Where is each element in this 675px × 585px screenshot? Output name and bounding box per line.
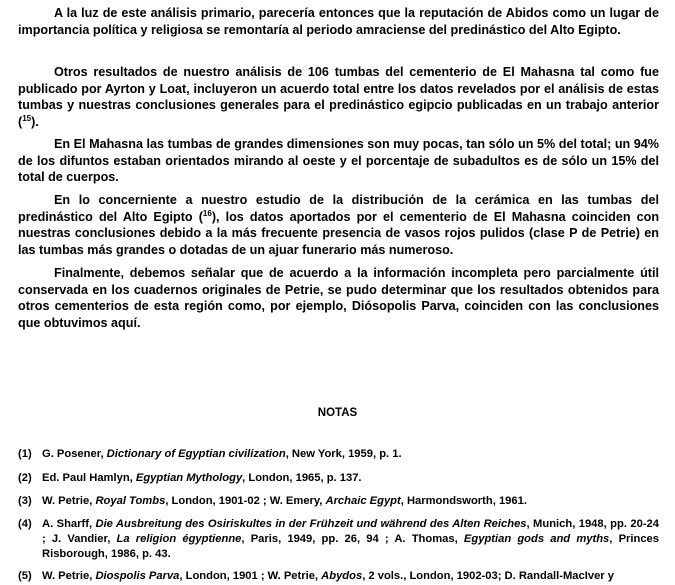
note-text: W. Petrie, Royal Tombs, London, 1901-02 ; W. Emery, Archaic Egypt, Harmondsworth, 1961.	[42, 495, 527, 507]
footnote-ref-16[interactable]: 16	[202, 208, 212, 218]
note-text: Ed. Paul Hamlyn, Egyptian Mythology, London, 1965, p. 137.	[42, 472, 362, 484]
paragraph-3-text: En El Mahasna las tumbas de grandes dimensiones son muy pocas, tan sólo un 5% del total; un 94% de los difuntos estaban orientados mirando al oeste y el porcentaje de subadultos es de sólo un 15% del total de cuerpos.	[18, 137, 659, 185]
paragraph-5-text: Finalmente, debemos señalar que de acuerdo a la información incompleta pero parcialmente útil conservada en los cuadernos originales de Petrie, se pudo determinar que los resultados obtenidos para otros cementerios de esta región como, por ejemplo, Diósopolis Parva, coinciden con las conclusiones que obtuvimos aquí.	[18, 266, 659, 330]
paragraph-5	[18, 265, 659, 331]
note-2	[18, 471, 659, 486]
note-text: W. Petrie, Diospolis Parva, London, 1901 ; W. Petrie, Abydos, 2 vols., London, 1902-03; D. Randall-MacIver y	[42, 570, 614, 582]
note-text: G. Posener, Dictionary of Egyptian civilization, New York, 1959, p. 1.	[42, 448, 402, 460]
notes-heading: NOTAS	[317, 407, 358, 419]
note-1	[18, 447, 659, 462]
note-number: (5)	[18, 570, 32, 582]
paragraph-1-text: A la luz de este análisis primario, parecería entonces que la reputación de Abidos como un lugar de importancia política y religiosa se remontaría al periodo amraciense del predinástico del Alto Egipto.	[18, 6, 659, 37]
note-4	[18, 517, 659, 562]
note-number: (4)	[18, 518, 32, 530]
note-3	[18, 494, 659, 509]
paragraph-4-text: En lo concerniente a nuestro estudio de la distribución de la cerámica en las tumbas del predinástico del Alto Egipto (	[18, 193, 659, 224]
paragraph-2-text: Otros resultados de nuestro análisis de 106 tumbas del cementerio de El Mahasna tal como fue publicado por Ayrton y Loat, incluyeron un acuerdo total entre los datos revelados por el análisis de estas tumbas y nuestras conclusiones generales para el predinástico egipcio publicadas en un trabajo anterior (	[18, 65, 659, 129]
paragraph-4	[18, 192, 659, 258]
note-text: A. Sharff, Die Ausbreitung des Osiriskultes in der Frühzeit und während des Alten Reiches, Munich, 1948, pp. 20-24 ; J. Vandier, La religion égyptienne, Paris, 1949, pp. 26, 94 ; A. Thomas, Egyptian gods and myths, Princes Risborough, 1986, p. 43.	[42, 518, 659, 560]
note-number: (2)	[18, 472, 32, 484]
note-number: (1)	[18, 448, 32, 460]
paragraph-4-text-end: ), los datos aportados por el cementerio de El Mahasna coinciden con nuestras conclusiones debido a la más frecuente presencia de vasos rojos pulidos (clase P de Petrie) en las tumbas más grandes o dotadas de un ajuar funerario más numeroso.	[18, 209, 660, 257]
paragraph-1	[18, 5, 659, 38]
note-number: (3)	[18, 495, 32, 507]
note-5	[18, 569, 659, 584]
paragraph-2	[18, 64, 659, 130]
paragraph-3	[18, 136, 659, 186]
footnote-ref-15[interactable]: 15	[22, 113, 32, 123]
paragraph-2-text-end: ).	[31, 114, 39, 129]
